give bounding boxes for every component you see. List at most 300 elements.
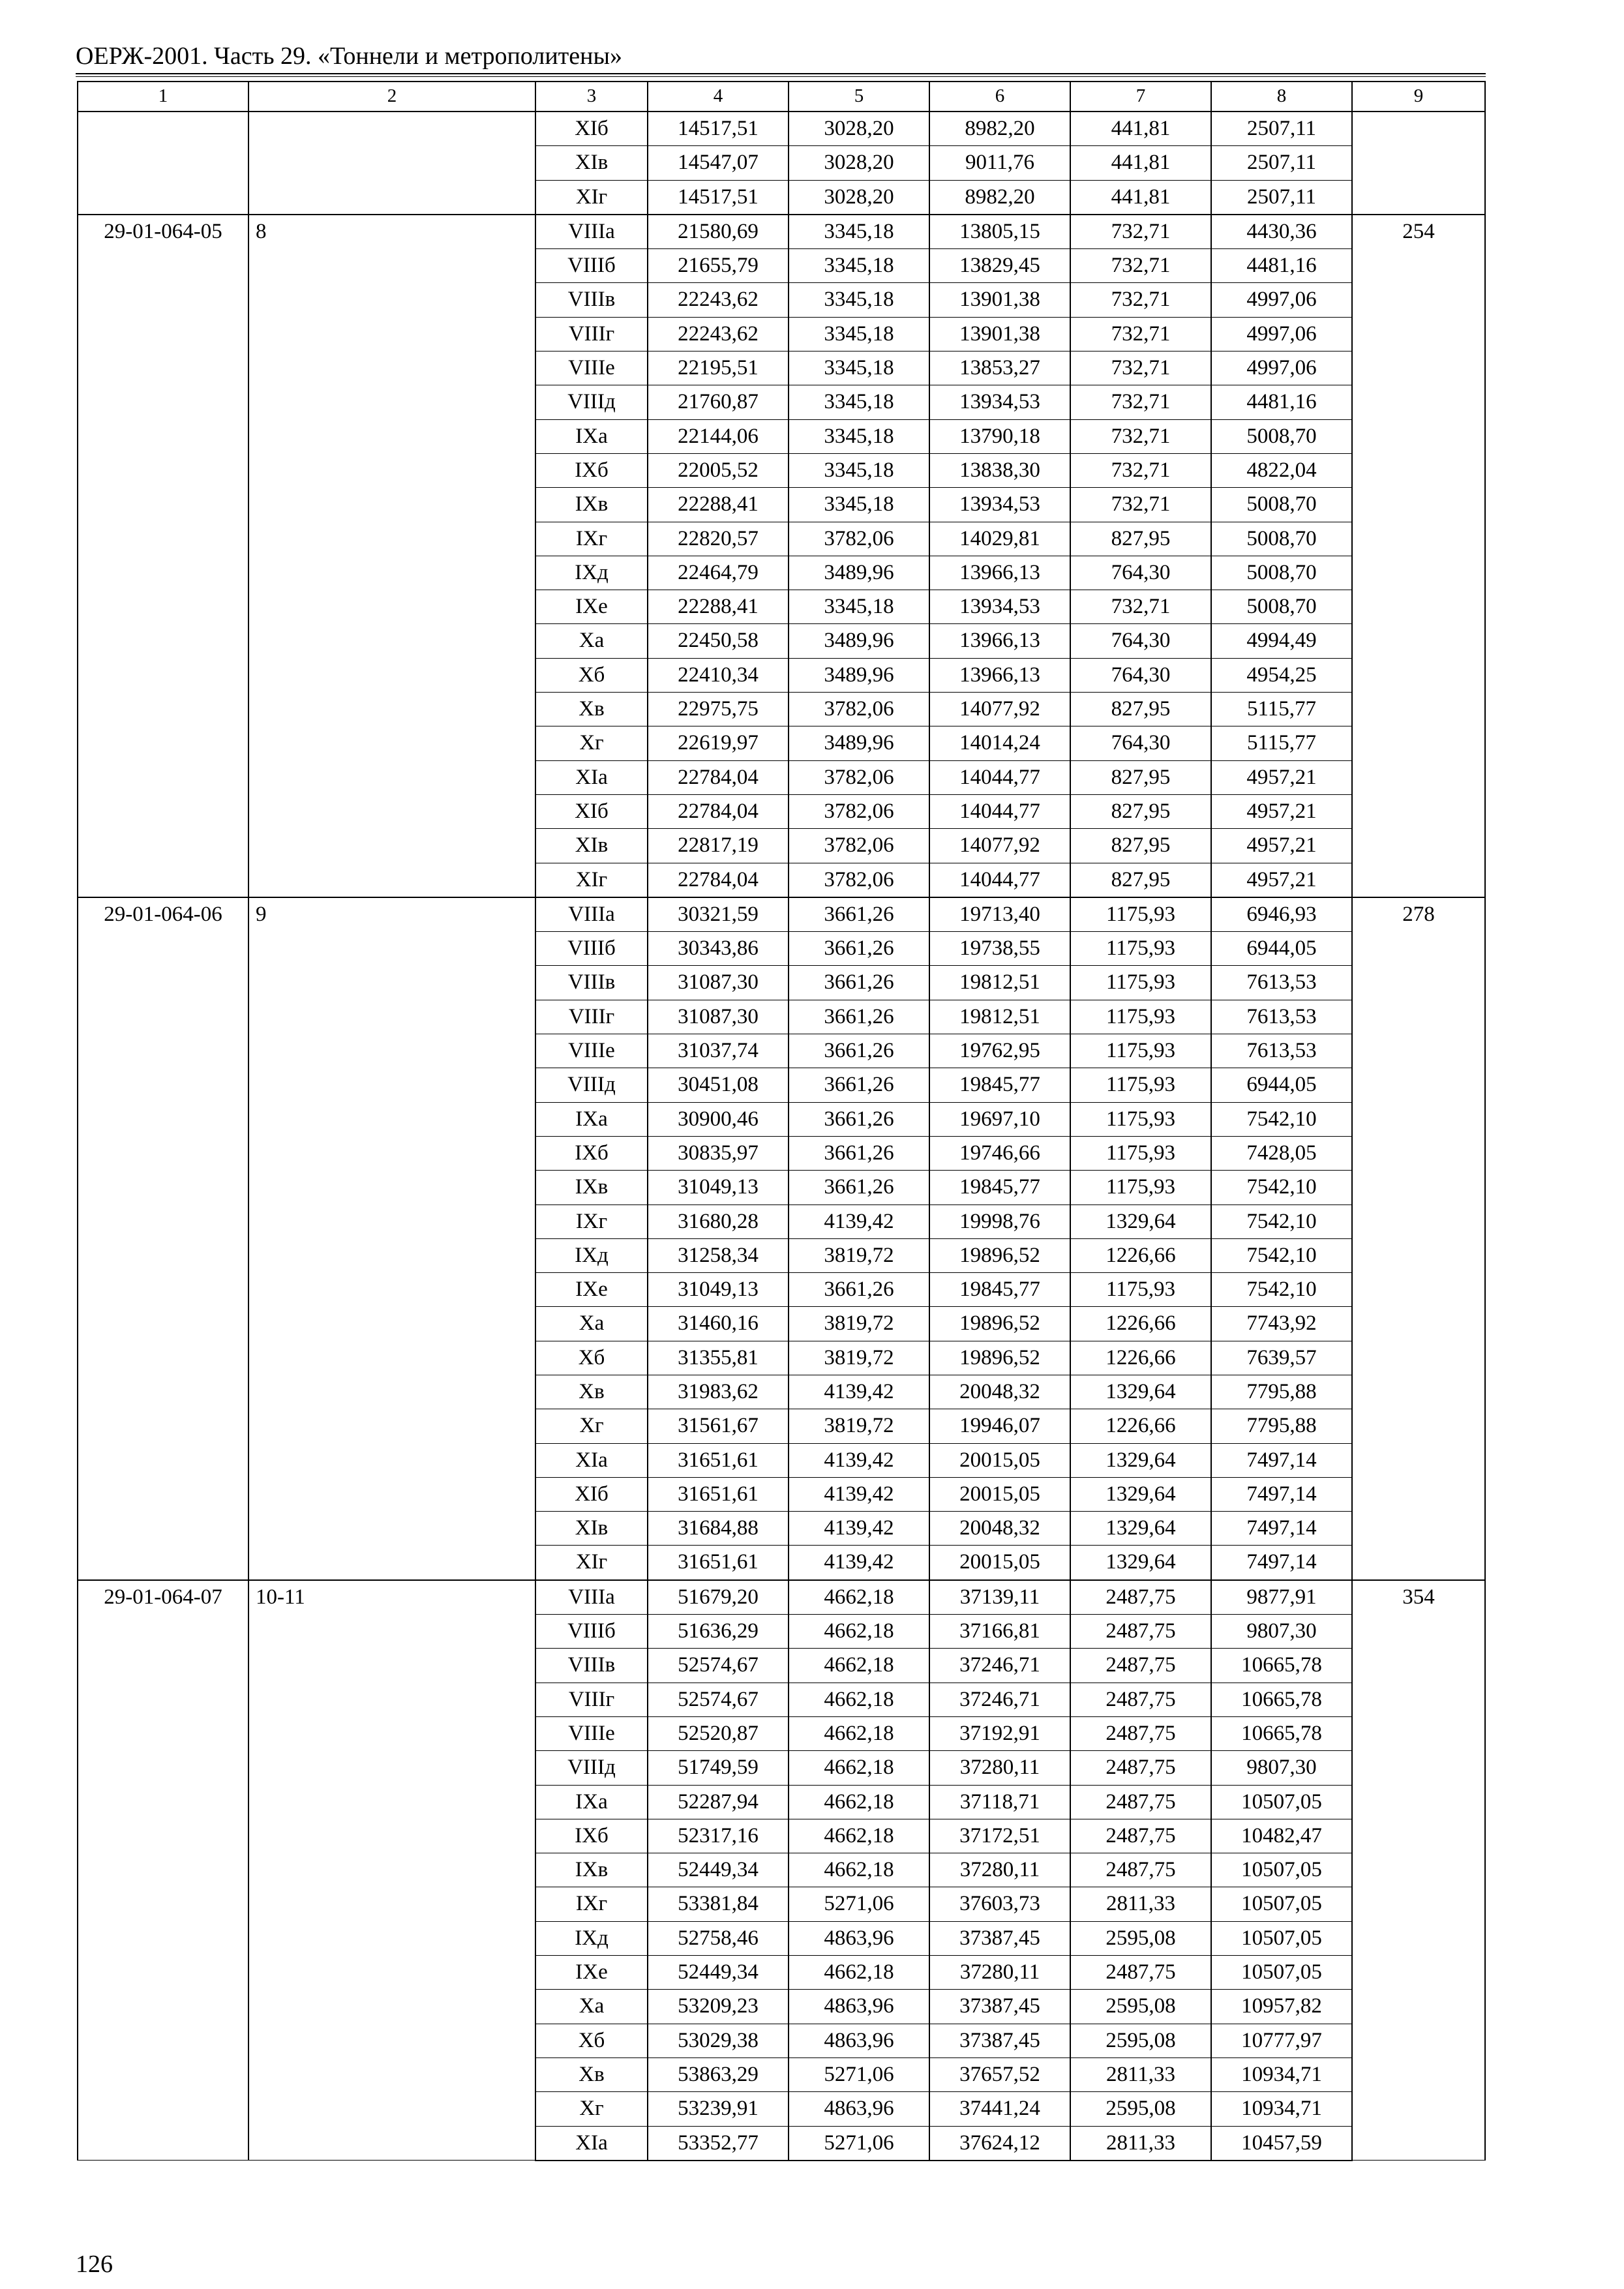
- value-cell: 22288,41: [648, 488, 789, 522]
- value-cell: 7497,14: [1211, 1546, 1352, 1580]
- value-cell: 7613,53: [1211, 1000, 1352, 1034]
- table-row: [78, 112, 1485, 146]
- value-cell: 9807,30: [1211, 1751, 1352, 1785]
- value-cell: 1329,64: [1070, 1204, 1211, 1238]
- value-cell: 10665,78: [1211, 1649, 1352, 1683]
- column-header: 7: [1070, 82, 1211, 112]
- category-cell: IXб: [535, 453, 648, 487]
- category-cell: VIIIг: [535, 1000, 648, 1034]
- value-cell: 1329,64: [1070, 1512, 1211, 1546]
- value-cell: 13901,38: [929, 283, 1070, 317]
- value-cell: 14077,92: [929, 829, 1070, 863]
- value-cell: 4662,18: [789, 1751, 929, 1785]
- value-cell: 4957,21: [1211, 760, 1352, 794]
- value-cell: 52574,67: [648, 1683, 789, 1716]
- value-cell: 4430,36: [1211, 215, 1352, 249]
- value-cell: 2487,75: [1070, 1683, 1211, 1716]
- value-cell: 4997,06: [1211, 317, 1352, 351]
- value-cell: 3819,72: [789, 1238, 929, 1272]
- value-cell: 14517,51: [648, 180, 789, 215]
- value-cell: 4863,96: [789, 2092, 929, 2126]
- category-cell: Xг: [535, 726, 648, 760]
- value-cell: 4662,18: [789, 1819, 929, 1853]
- value-cell: 22817,19: [648, 829, 789, 863]
- value-cell: 5008,70: [1211, 590, 1352, 624]
- value-cell: 3345,18: [789, 453, 929, 487]
- value-cell: 14547,07: [648, 146, 789, 180]
- category-cell: IXе: [535, 590, 648, 624]
- column-header: 8: [1211, 82, 1352, 112]
- value-cell: 764,30: [1070, 624, 1211, 658]
- value-cell: 3345,18: [789, 317, 929, 351]
- value-cell: 10665,78: [1211, 1716, 1352, 1750]
- value-cell: 3345,18: [789, 488, 929, 522]
- column-header: 2: [248, 82, 535, 112]
- category-cell: VIIIб: [535, 1615, 648, 1649]
- value-cell: 20015,05: [929, 1546, 1070, 1580]
- value-cell: 4662,18: [789, 1580, 929, 1615]
- value-cell: 20048,32: [929, 1512, 1070, 1546]
- value-cell: 52758,46: [648, 1921, 789, 1955]
- value-cell: 7428,05: [1211, 1136, 1352, 1170]
- value-cell: 4863,96: [789, 1990, 929, 2024]
- value-cell: 52449,34: [648, 1956, 789, 1990]
- header-rule-thin: [76, 76, 1486, 77]
- category-cell: IXг: [535, 1887, 648, 1921]
- value-cell: 4822,04: [1211, 453, 1352, 487]
- value-cell: 31258,34: [648, 1238, 789, 1272]
- value-cell: 37441,24: [929, 2092, 1070, 2126]
- value-cell: 31651,61: [648, 1477, 789, 1511]
- category-cell: XIа: [535, 760, 648, 794]
- value-cell: 7542,10: [1211, 1204, 1352, 1238]
- category-cell: XIа: [535, 1443, 648, 1477]
- value-cell: 10457,59: [1211, 2126, 1352, 2161]
- value-cell: 1175,93: [1070, 966, 1211, 1000]
- category-cell: IXд: [535, 556, 648, 590]
- value-cell: 37280,11: [929, 1751, 1070, 1785]
- category-cell: Xв: [535, 693, 648, 726]
- value-cell: 5271,06: [789, 2126, 929, 2161]
- value-cell: 37172,51: [929, 1819, 1070, 1853]
- value-cell: 37280,11: [929, 1853, 1070, 1887]
- value-cell: 4954,25: [1211, 658, 1352, 692]
- value-cell: 3345,18: [789, 249, 929, 283]
- value-cell: 31355,81: [648, 1341, 789, 1375]
- category-cell: XIб: [535, 112, 648, 146]
- value-cell: 3819,72: [789, 1307, 929, 1341]
- value-cell: 19762,95: [929, 1034, 1070, 1068]
- category-cell: VIIIд: [535, 1068, 648, 1102]
- parameter-cell: 10-11: [248, 1580, 535, 2161]
- value-cell: 10777,97: [1211, 2024, 1352, 2057]
- value-cell: 53209,23: [648, 1990, 789, 2024]
- category-cell: VIIIг: [535, 1683, 648, 1716]
- value-cell: 13934,53: [929, 590, 1070, 624]
- value-cell: 13934,53: [929, 385, 1070, 419]
- value-cell: 732,71: [1070, 419, 1211, 453]
- value-cell: 13934,53: [929, 488, 1070, 522]
- value-cell: 5271,06: [789, 2057, 929, 2091]
- value-cell: 1329,64: [1070, 1477, 1211, 1511]
- category-cell: IXд: [535, 1238, 648, 1272]
- value-cell: 14077,92: [929, 693, 1070, 726]
- value-cell: 4139,42: [789, 1204, 929, 1238]
- header-rule: [76, 73, 1486, 74]
- value-cell: 2487,75: [1070, 1580, 1211, 1615]
- value-cell: 19812,51: [929, 1000, 1070, 1034]
- category-cell: XIг: [535, 180, 648, 215]
- value-cell: 14014,24: [929, 726, 1070, 760]
- value-cell: 22820,57: [648, 522, 789, 556]
- value-cell: 3489,96: [789, 624, 929, 658]
- value-cell: 3661,26: [789, 1136, 929, 1170]
- value-cell: 732,71: [1070, 317, 1211, 351]
- value-cell: 4957,21: [1211, 829, 1352, 863]
- parameter-cell: [248, 112, 535, 215]
- value-cell: 22784,04: [648, 760, 789, 794]
- value-cell: 732,71: [1070, 488, 1211, 522]
- value-cell: 7542,10: [1211, 1102, 1352, 1136]
- value-cell: 2811,33: [1070, 1887, 1211, 1921]
- value-cell: 53029,38: [648, 2024, 789, 2057]
- value-cell: 37387,45: [929, 1990, 1070, 2024]
- category-cell: Xв: [535, 2057, 648, 2091]
- category-cell: IXв: [535, 1853, 648, 1887]
- value-cell: 7743,92: [1211, 1307, 1352, 1341]
- value-cell: 19845,77: [929, 1171, 1070, 1204]
- value-cell: 19896,52: [929, 1307, 1070, 1341]
- value-cell: 2811,33: [1070, 2126, 1211, 2161]
- value-cell: 3782,06: [789, 760, 929, 794]
- value-cell: 22410,34: [648, 658, 789, 692]
- value-cell: 19845,77: [929, 1068, 1070, 1102]
- value-cell: 10507,05: [1211, 1921, 1352, 1955]
- value-cell: 14044,77: [929, 760, 1070, 794]
- value-cell: 2487,75: [1070, 1785, 1211, 1819]
- value-cell: 14044,77: [929, 863, 1070, 897]
- value-cell: 10507,05: [1211, 1785, 1352, 1819]
- value-cell: 52317,16: [648, 1819, 789, 1853]
- value-cell: 19812,51: [929, 966, 1070, 1000]
- value-cell: 31087,30: [648, 1000, 789, 1034]
- category-cell: Xг: [535, 2092, 648, 2126]
- value-cell: 3661,26: [789, 1102, 929, 1136]
- value-cell: 1175,93: [1070, 1171, 1211, 1204]
- value-cell: 3345,18: [789, 352, 929, 385]
- value-cell: 4863,96: [789, 2024, 929, 2057]
- value-cell: 37603,73: [929, 1887, 1070, 1921]
- value-cell: 22784,04: [648, 863, 789, 897]
- value-cell: 4139,42: [789, 1375, 929, 1409]
- value-cell: 827,95: [1070, 522, 1211, 556]
- category-cell: VIIIв: [535, 966, 648, 1000]
- value-cell: 4139,42: [789, 1443, 929, 1477]
- value-cell: 14517,51: [648, 112, 789, 146]
- value-cell: 7613,53: [1211, 966, 1352, 1000]
- value-cell: 2487,75: [1070, 1615, 1211, 1649]
- value-cell: 732,71: [1070, 352, 1211, 385]
- value-cell: 19896,52: [929, 1341, 1070, 1375]
- value-cell: 13901,38: [929, 317, 1070, 351]
- value-cell: 7795,88: [1211, 1375, 1352, 1409]
- value-cell: 3345,18: [789, 215, 929, 249]
- value-cell: 30451,08: [648, 1068, 789, 1102]
- value-cell: 31087,30: [648, 966, 789, 1000]
- value-cell: 1175,93: [1070, 1273, 1211, 1307]
- value-cell: 3782,06: [789, 794, 929, 828]
- value-cell: 30900,46: [648, 1102, 789, 1136]
- category-cell: IXг: [535, 1204, 648, 1238]
- value-cell: 22619,97: [648, 726, 789, 760]
- category-cell: VIIIд: [535, 1751, 648, 1785]
- value-cell: 22450,58: [648, 624, 789, 658]
- value-cell: 2507,11: [1211, 112, 1352, 146]
- value-cell: 10934,71: [1211, 2092, 1352, 2126]
- value-cell: 5008,70: [1211, 556, 1352, 590]
- value-cell: 51679,20: [648, 1580, 789, 1615]
- value-cell: 10957,82: [1211, 1990, 1352, 2024]
- category-cell: XIб: [535, 1477, 648, 1511]
- category-cell: Xб: [535, 658, 648, 692]
- value-cell: 4481,16: [1211, 249, 1352, 283]
- column-header: 4: [648, 82, 789, 112]
- value-cell: 3489,96: [789, 556, 929, 590]
- category-cell: Xб: [535, 2024, 648, 2057]
- value-cell: 7542,10: [1211, 1273, 1352, 1307]
- value-cell: 8982,20: [929, 180, 1070, 215]
- value-cell: 4662,18: [789, 1683, 929, 1716]
- value-cell: 9011,76: [929, 146, 1070, 180]
- parameter-cell: 8: [248, 215, 535, 897]
- value-cell: 827,95: [1070, 794, 1211, 828]
- value-cell: 1175,93: [1070, 1136, 1211, 1170]
- value-cell: 6946,93: [1211, 897, 1352, 932]
- value-cell: 2595,08: [1070, 1990, 1211, 2024]
- parameter-cell: 9: [248, 897, 535, 1580]
- value-cell: 53352,77: [648, 2126, 789, 2161]
- value-cell: 19713,40: [929, 897, 1070, 932]
- category-cell: XIг: [535, 1546, 648, 1580]
- value-cell: 2487,75: [1070, 1751, 1211, 1785]
- value-cell: 764,30: [1070, 658, 1211, 692]
- category-cell: VIIIе: [535, 1716, 648, 1750]
- value-cell: 4662,18: [789, 1615, 929, 1649]
- value-cell: 3345,18: [789, 385, 929, 419]
- value-cell: 13790,18: [929, 419, 1070, 453]
- value-cell: 20048,32: [929, 1375, 1070, 1409]
- value-cell: 19738,55: [929, 932, 1070, 966]
- value-cell: 3819,72: [789, 1409, 929, 1443]
- value-cell: 31037,74: [648, 1034, 789, 1068]
- value-cell: 5115,77: [1211, 726, 1352, 760]
- value-cell: 37280,11: [929, 1956, 1070, 1990]
- value-cell: 7542,10: [1211, 1171, 1352, 1204]
- value-cell: 37624,12: [929, 2126, 1070, 2161]
- price-table: [77, 81, 1486, 2161]
- value-cell: 3028,20: [789, 112, 929, 146]
- value-cell: 7497,14: [1211, 1512, 1352, 1546]
- value-cell: 2507,11: [1211, 180, 1352, 215]
- value-cell: 31460,16: [648, 1307, 789, 1341]
- category-cell: VIIIб: [535, 932, 648, 966]
- table-row: [78, 897, 1485, 932]
- value-cell: 5008,70: [1211, 522, 1352, 556]
- value-cell: 21655,79: [648, 249, 789, 283]
- value-cell: 6944,05: [1211, 1068, 1352, 1102]
- value-cell: 4994,49: [1211, 624, 1352, 658]
- value-cell: 37246,71: [929, 1683, 1070, 1716]
- value-cell: 8982,20: [929, 112, 1070, 146]
- value-cell: 4481,16: [1211, 385, 1352, 419]
- value-cell: 1175,93: [1070, 1034, 1211, 1068]
- value-cell: 52520,87: [648, 1716, 789, 1750]
- category-cell: VIIIг: [535, 317, 648, 351]
- value-cell: 20015,05: [929, 1443, 1070, 1477]
- value-cell: 4139,42: [789, 1477, 929, 1511]
- value-cell: 19998,76: [929, 1204, 1070, 1238]
- value-cell: 22975,75: [648, 693, 789, 726]
- value-cell: 31049,13: [648, 1171, 789, 1204]
- value-cell: 19896,52: [929, 1238, 1070, 1272]
- value-cell: 732,71: [1070, 249, 1211, 283]
- value-cell: 53863,29: [648, 2057, 789, 2091]
- value-cell: 52287,94: [648, 1785, 789, 1819]
- value-cell: 3489,96: [789, 658, 929, 692]
- value-cell: 10507,05: [1211, 1853, 1352, 1887]
- value-cell: 7613,53: [1211, 1034, 1352, 1068]
- column-9-cell: 254: [1352, 215, 1485, 897]
- value-cell: 4662,18: [789, 1649, 929, 1683]
- value-cell: 2487,75: [1070, 1853, 1211, 1887]
- value-cell: 10507,05: [1211, 1887, 1352, 1921]
- value-cell: 1175,93: [1070, 897, 1211, 932]
- value-cell: 5115,77: [1211, 693, 1352, 726]
- value-cell: 30343,86: [648, 932, 789, 966]
- value-cell: 31049,13: [648, 1273, 789, 1307]
- value-cell: 2595,08: [1070, 2024, 1211, 2057]
- value-cell: 3661,26: [789, 1273, 929, 1307]
- value-cell: 53381,84: [648, 1887, 789, 1921]
- value-cell: 2811,33: [1070, 2057, 1211, 2091]
- column-header: 9: [1352, 82, 1485, 112]
- value-cell: 441,81: [1070, 146, 1211, 180]
- value-cell: 20015,05: [929, 1477, 1070, 1511]
- category-cell: Xг: [535, 1409, 648, 1443]
- value-cell: 21580,69: [648, 215, 789, 249]
- value-cell: 13966,13: [929, 556, 1070, 590]
- value-cell: 19697,10: [929, 1102, 1070, 1136]
- value-cell: 3661,26: [789, 1000, 929, 1034]
- category-cell: IXб: [535, 1819, 648, 1853]
- category-cell: Xб: [535, 1341, 648, 1375]
- value-cell: 37192,91: [929, 1716, 1070, 1750]
- value-cell: 732,71: [1070, 385, 1211, 419]
- value-cell: 7497,14: [1211, 1477, 1352, 1511]
- category-cell: IXа: [535, 1785, 648, 1819]
- value-cell: 732,71: [1070, 283, 1211, 317]
- value-cell: 5271,06: [789, 1887, 929, 1921]
- value-cell: 1226,66: [1070, 1341, 1211, 1375]
- value-cell: 4957,21: [1211, 863, 1352, 897]
- value-cell: 13838,30: [929, 453, 1070, 487]
- value-cell: 10507,05: [1211, 1956, 1352, 1990]
- value-cell: 22784,04: [648, 794, 789, 828]
- column-header: 3: [535, 82, 648, 112]
- value-cell: 19746,66: [929, 1136, 1070, 1170]
- category-cell: XIб: [535, 794, 648, 828]
- value-cell: 37387,45: [929, 2024, 1070, 2057]
- value-cell: 4139,42: [789, 1512, 929, 1546]
- value-cell: 30321,59: [648, 897, 789, 932]
- column-9-cell: [1352, 112, 1485, 215]
- value-cell: 3345,18: [789, 419, 929, 453]
- rate-code-cell: 29-01-064-07: [78, 1580, 248, 2161]
- value-cell: 51749,59: [648, 1751, 789, 1785]
- value-cell: 1175,93: [1070, 1000, 1211, 1034]
- value-cell: 3782,06: [789, 522, 929, 556]
- table-row: [78, 1580, 1485, 1615]
- value-cell: 4662,18: [789, 1716, 929, 1750]
- value-cell: 764,30: [1070, 726, 1211, 760]
- column-header: 1: [78, 82, 248, 112]
- value-cell: 2595,08: [1070, 1921, 1211, 1955]
- category-cell: VIIIб: [535, 249, 648, 283]
- value-cell: 19845,77: [929, 1273, 1070, 1307]
- value-cell: 31684,88: [648, 1512, 789, 1546]
- category-cell: Xв: [535, 1375, 648, 1409]
- value-cell: 31651,61: [648, 1443, 789, 1477]
- value-cell: 22195,51: [648, 352, 789, 385]
- value-cell: 3345,18: [789, 283, 929, 317]
- value-cell: 51636,29: [648, 1615, 789, 1649]
- value-cell: 3661,26: [789, 1068, 929, 1102]
- value-cell: 14044,77: [929, 794, 1070, 828]
- value-cell: 22144,06: [648, 419, 789, 453]
- value-cell: 37118,71: [929, 1785, 1070, 1819]
- value-cell: 2487,75: [1070, 1716, 1211, 1750]
- category-cell: XIг: [535, 863, 648, 897]
- value-cell: 1175,93: [1070, 1068, 1211, 1102]
- value-cell: 3782,06: [789, 693, 929, 726]
- value-cell: 4863,96: [789, 1921, 929, 1955]
- value-cell: 2595,08: [1070, 2092, 1211, 2126]
- value-cell: 14029,81: [929, 522, 1070, 556]
- value-cell: 22288,41: [648, 590, 789, 624]
- value-cell: 3661,26: [789, 1034, 929, 1068]
- table-row: [78, 215, 1485, 249]
- value-cell: 3782,06: [789, 829, 929, 863]
- value-cell: 4662,18: [789, 1853, 929, 1887]
- column-header: 5: [789, 82, 929, 112]
- value-cell: 7542,10: [1211, 1238, 1352, 1272]
- page-header: ОЕРЖ-2001. Часть 29. «Тоннели и метрополитены»: [76, 42, 623, 70]
- category-cell: XIв: [535, 829, 648, 863]
- category-cell: VIIIа: [535, 1580, 648, 1615]
- category-cell: IXе: [535, 1273, 648, 1307]
- value-cell: 4957,21: [1211, 794, 1352, 828]
- value-cell: 441,81: [1070, 112, 1211, 146]
- value-cell: 5008,70: [1211, 419, 1352, 453]
- category-cell: Xа: [535, 624, 648, 658]
- category-cell: Xа: [535, 1990, 648, 2024]
- category-cell: IXб: [535, 1136, 648, 1170]
- category-cell: IXв: [535, 488, 648, 522]
- value-cell: 21760,87: [648, 385, 789, 419]
- value-cell: 37657,52: [929, 2057, 1070, 2091]
- value-cell: 4997,06: [1211, 283, 1352, 317]
- rate-code-cell: 29-01-064-05: [78, 215, 248, 897]
